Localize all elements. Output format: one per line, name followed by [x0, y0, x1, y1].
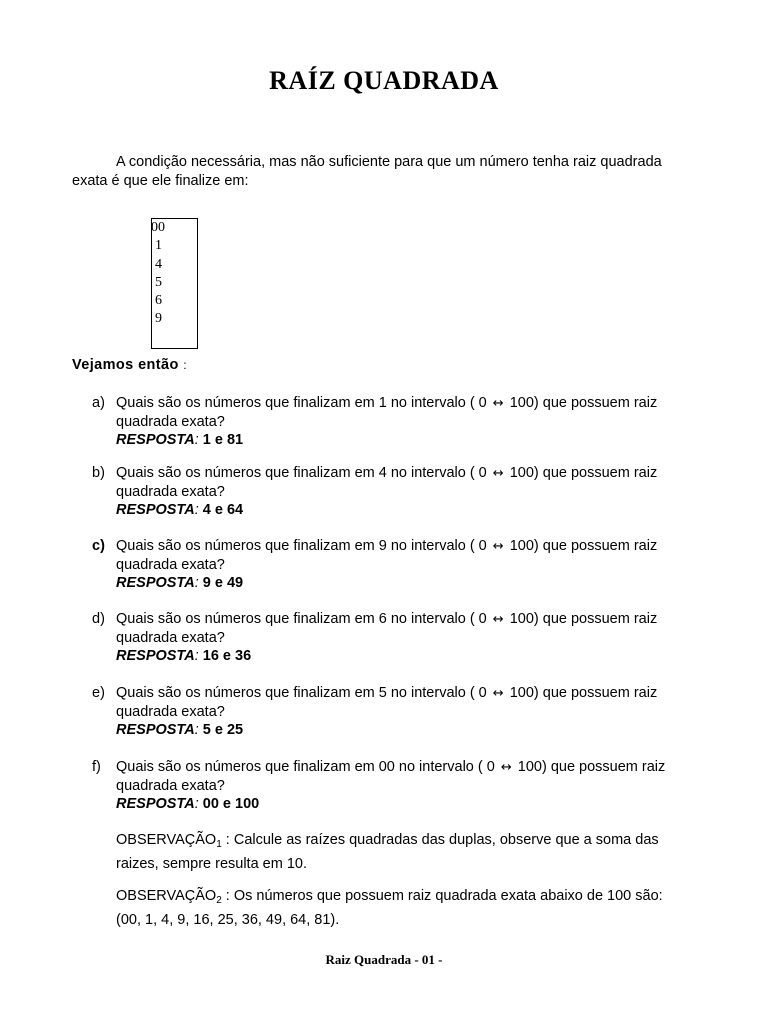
answer-label: RESPOSTA — [116, 796, 195, 812]
answer-label: RESPOSTA — [116, 648, 195, 664]
observation-text: : Os números que possuem raiz quadrada exata abaixo de 100 são: — [221, 888, 663, 904]
question-text-end: 100) que possuem raiz — [509, 685, 658, 701]
answer-colon: : — [194, 575, 199, 591]
question-item — [92, 464, 712, 519]
answer-label: RESPOSTA — [116, 432, 195, 448]
question-letter: e) — [92, 685, 105, 701]
question-letter: b) — [92, 465, 105, 481]
answer-colon: : — [194, 722, 199, 738]
left-right-arrow-icon: ↔ — [492, 539, 504, 554]
ending-digit: 00 — [151, 220, 165, 235]
question-text-end: 100) que possuem raiz — [509, 611, 658, 627]
answer-colon: : — [194, 796, 199, 812]
answer-value: 1 e 81 — [198, 432, 244, 448]
ending-digit: 5 — [155, 274, 162, 290]
answer-label: RESPOSTA — [116, 722, 195, 738]
observation-number: 1 — [216, 839, 222, 850]
answer-value: 9 e 49 — [198, 575, 244, 591]
left-right-arrow-icon: ↔ — [492, 466, 504, 481]
observation-1 — [116, 831, 716, 873]
answer-value: 4 e 64 — [198, 502, 244, 518]
answer-label: RESPOSTA — [116, 502, 195, 518]
left-right-arrow-icon: ↔ — [492, 396, 504, 411]
intro-line-2: exata é que ele finalize em: — [72, 173, 249, 189]
question-text-line2: quadrada exata? — [116, 414, 225, 430]
endings-box — [151, 218, 198, 349]
question-text: Quais são os números que finalizam em 6 no intervalo ( 0 — [116, 611, 487, 627]
question-letter: f) — [92, 759, 101, 775]
answer-value: 00 e 100 — [198, 796, 260, 812]
page-title: RAÍZ QUADRADA — [269, 66, 499, 95]
question-text-line2: quadrada exata? — [116, 704, 225, 720]
question-text-line2: quadrada exata? — [116, 630, 225, 646]
question-text-line2: quadrada exata? — [116, 557, 225, 573]
intro-line-1: A condição necessária, mas não suficiente para que um número tenha raiz quadrada — [116, 154, 662, 170]
observation-text-line2: (00, 1, 4, 9, 16, 25, 36, 49, 64, 81). — [116, 911, 340, 928]
answer-value: 16 e 36 — [198, 648, 252, 664]
question-letter: c) — [92, 538, 105, 554]
observation-text: : Calcule as raízes quadradas das duplas, observe que a soma das — [221, 832, 659, 848]
vejamos-colon: : — [183, 358, 187, 372]
intro-paragraph — [72, 153, 712, 191]
observation-label: OBSERVAÇÃO — [116, 888, 217, 904]
question-text: Quais são os números que finalizam em 9 no intervalo ( 0 — [116, 538, 487, 554]
question-text: Quais são os números que finalizam em 4 no intervalo ( 0 — [116, 465, 487, 481]
left-right-arrow-icon: ↔ — [492, 686, 504, 701]
question-text: Quais são os números que finalizam em 00 no intervalo ( 0 — [116, 759, 495, 775]
answer-colon: : — [194, 502, 199, 518]
observation-number: 2 — [216, 895, 222, 906]
answer-label: RESPOSTA — [116, 575, 195, 591]
question-item — [92, 537, 712, 592]
vejamos-label: Vejamos então — [72, 357, 179, 373]
question-item — [92, 610, 712, 665]
question-text: Quais são os números que finalizam em 5 no intervalo ( 0 — [116, 685, 487, 701]
page-footer: Raiz Quadrada - 01 - — [325, 952, 443, 967]
question-letter: d) — [92, 611, 105, 627]
section-heading — [72, 357, 187, 373]
ending-digit: 4 — [155, 256, 162, 272]
left-right-arrow-icon: ↔ — [492, 612, 504, 627]
question-text-end: 100) que possuem raiz — [517, 759, 666, 775]
observation-label: OBSERVAÇÃO — [116, 832, 217, 848]
question-letter: a) — [92, 395, 105, 411]
question-item — [92, 758, 712, 813]
answer-colon: : — [194, 432, 199, 448]
question-text: Quais são os números que finalizam em 1 no intervalo ( 0 — [116, 395, 487, 411]
answer-colon: : — [194, 648, 199, 664]
left-right-arrow-icon: ↔ — [500, 760, 512, 775]
question-text-end: 100) que possuem raiz — [509, 465, 658, 481]
question-item — [92, 684, 712, 739]
question-text-line2: quadrada exata? — [116, 484, 225, 500]
ending-digit: 9 — [155, 311, 162, 327]
question-text-line2: quadrada exata? — [116, 778, 225, 794]
question-text-end: 100) que possuem raiz — [509, 538, 658, 554]
ending-digit: 1 — [155, 238, 162, 254]
observation-text-line2: raizes, sempre resulta em 10. — [116, 855, 307, 872]
observation-2 — [116, 887, 716, 929]
ending-digit: 6 — [155, 293, 162, 309]
question-item — [92, 394, 712, 449]
question-text-end: 100) que possuem raiz — [509, 395, 658, 411]
answer-value: 5 e 25 — [198, 722, 244, 738]
